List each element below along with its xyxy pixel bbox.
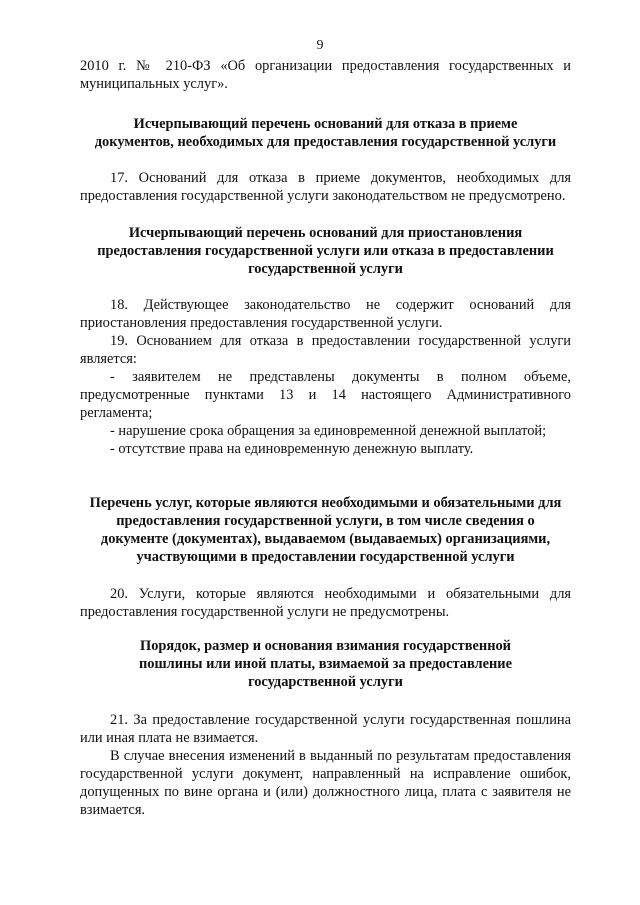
heading-state-fee: Порядок, размер и основания взимания государственной пошлины или иной платы, взимаемой за предоставление государственной услуги	[139, 638, 512, 690]
heading-suspension-refusal: Исчерпывающий перечень оснований для приостановления предоставления государственной услуги или отказа в предоставлении государственной услуги	[97, 225, 554, 277]
paragraph-18: 18. Действующее законодательство не содержит оснований для приостановления предоставления государственной услуги.	[80, 297, 571, 331]
list-item-documents: - заявителем не представлены документы в полном объеме, предусмотренные пунктами 13 и 14 настоящего Административного регламента;	[80, 369, 571, 421]
paragraph-17: 17. Оснований для отказа в приеме документов, необходимых для предоставления государственной услуги законодательством не предусмотрено.	[80, 170, 571, 204]
heading-required-services: Перечень услуг, которые являются необходимыми и обязательными для предоставления государственной услуги, в том числе сведения о документе (документах), выдаваемом (выдаваемых) организациями, участвующими в предоставлении государственной услуги	[89, 495, 562, 565]
page-number: 9	[316, 38, 324, 53]
intro-paragraph: 2010 г. № 210-ФЗ «Об организации предоставления государственных и муниципальных услуг».	[80, 58, 571, 92]
paragraph-20: 20. Услуги, которые являются необходимыми и обязательными для предоставления государственной услуги не предусмотрены.	[80, 586, 571, 620]
heading-refusal-acceptance: Исчерпывающий перечень оснований для отказа в приеме документов, необходимых для предоставления государственной услуги	[94, 116, 557, 150]
paragraph-19: 19. Основанием для отказа в предоставлении государственной услуги является:	[80, 333, 571, 367]
paragraph-21: 21. За предоставление государственной услуги государственная пошлина или иная плата не взимается.	[80, 712, 571, 746]
paragraph-21-continued: В случае внесения изменений в выданный по результатам предоставления государственной услуги документ, направленный на исправление ошибок, допущенных по вине органа и (или) должностного лица, плата с заявителя не взимается.	[80, 748, 571, 818]
list-item-no-right: - отсутствие права на единовременную денежную выплату.	[110, 441, 474, 457]
document-body	[80, 55, 571, 819]
list-item-deadline: - нарушение срока обращения за единовременной денежной выплатой;	[110, 423, 547, 439]
